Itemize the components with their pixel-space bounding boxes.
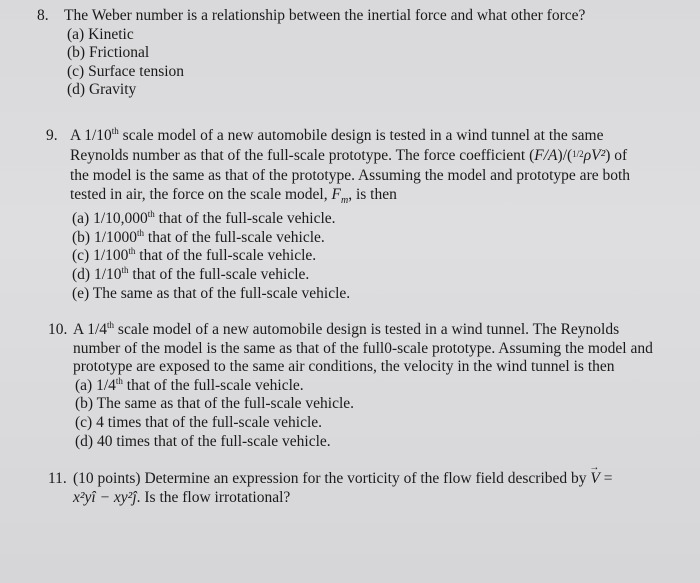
option-e: (e) The same as that of the full-scale vehicle.	[72, 284, 351, 302]
question-number: 10.	[48, 321, 68, 338]
option-a: (a) 1/4th that of the full-scale vehicle.	[75, 375, 304, 394]
option-d: (d) 1/10th that of the full-scale vehicle.	[72, 265, 310, 284]
option-b: (b) Frictional	[67, 44, 150, 62]
option-a: (a) 1/10,000th that of the full-scale vehicle.	[72, 209, 336, 228]
math-fragment: F/A	[534, 147, 558, 164]
question-number: 11.	[48, 470, 67, 487]
option-c: (c) Surface tension	[67, 62, 185, 80]
option-b: (b) The same as that of the full-scale vehicle.	[75, 395, 355, 413]
option-d: (d) Gravity	[67, 81, 137, 99]
option-c: (c) 1/100th that of the full-scale vehicle.	[72, 246, 317, 265]
math-fragment: ρV²	[583, 147, 606, 164]
option-d: (d) 40 times that of the full-scale vehicle.	[75, 432, 331, 450]
option-a: (a) Kinetic	[67, 25, 134, 43]
question-text-line	[70, 147, 627, 166]
text-fragment: tested in air, the force on the scale model,	[70, 185, 332, 203]
question-text-line	[73, 470, 612, 489]
question-text: The Weber number is a relationship between the inertial force and what other force?	[64, 7, 586, 24]
option-b: (b) 1/1000th that of the full-scale vehicle.	[72, 227, 325, 246]
text-fragment: scale model of a new automobile design is tested in a wind tunnel at the same	[118, 127, 604, 144]
superscript: th	[107, 320, 115, 330]
question-text-line	[73, 489, 612, 508]
math-fragment: F	[331, 185, 341, 203]
text-fragment: A 1/4	[73, 321, 108, 338]
text-fragment: ) of	[605, 147, 628, 164]
question-number: 9.	[46, 127, 58, 144]
question-number: 8.	[37, 7, 49, 24]
question-text-line: prototype are exposed to the same air conditions, the velocity in the wind tunnel is then	[73, 358, 615, 376]
text-fragment: A 1/10	[70, 127, 112, 144]
subscript: m	[340, 194, 349, 206]
option-c: (c) 4 times that of the full-scale vehicle.	[75, 413, 323, 431]
math-fragment: x²yî − xy²ĵ	[73, 488, 137, 506]
text-fragment: , is then	[348, 185, 397, 203]
velocity-vector: → V	[590, 470, 599, 487]
question-text-line: number of the model is the same as that of the full0-scale prototype. Assuming the model and	[73, 339, 653, 357]
text-fragment: Reynolds number as that of the full-scale prototype. The force coefficient (	[70, 147, 535, 164]
text-fragment: scale model of a new automobile design is tested in a wind tunnel. The Reynolds	[114, 321, 620, 338]
question-text-line	[70, 127, 603, 146]
text-fragment: . Is the flow irrotational?	[136, 488, 291, 506]
question-text-line: the model is the same as that of the prototype. Assuming the model and prototype are both	[70, 167, 631, 184]
text-fragment: =	[599, 470, 613, 487]
text-fragment: (10 points) Determine an expression for the vorticity of the flow field described by	[73, 470, 591, 487]
text-fragment: )/(	[557, 147, 573, 164]
question-text-line	[73, 321, 653, 340]
question-text-line	[70, 186, 630, 211]
fraction: 1/2	[572, 149, 584, 159]
superscript: th	[111, 126, 119, 136]
